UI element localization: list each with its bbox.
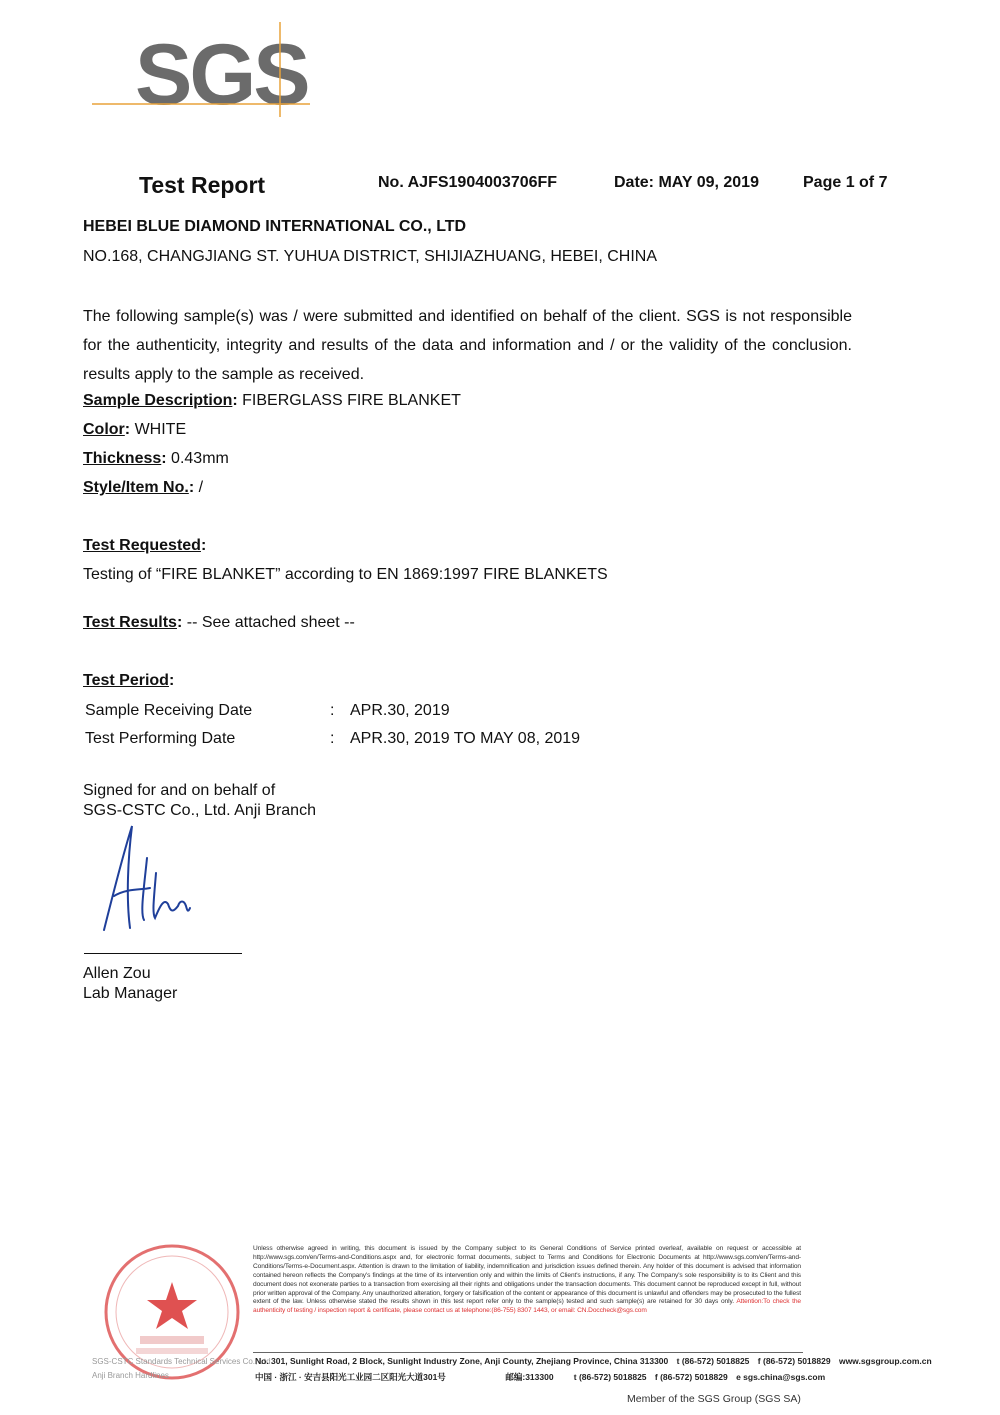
handwritten-signature xyxy=(92,818,202,938)
test-requested-heading: Test Requested: xyxy=(83,537,207,554)
period-row: Test Performing Date : APR.30, 2019 TO MAY 08, 2019 xyxy=(85,730,581,747)
style-item-label: Style/Item No. xyxy=(83,479,189,496)
stamp-underlay-line-1: SGS-CSTC Standards Technical Services Co., Ltd. xyxy=(92,1357,273,1366)
signed-line-1: Signed for and on behalf of xyxy=(83,782,276,799)
test-results-field: Test Results: -- See attached sheet -- xyxy=(83,614,355,631)
test-period-label: Test Period xyxy=(83,672,169,689)
style-item-field: Style/Item No.: / xyxy=(83,479,204,496)
period-row-label: Test Performing Date xyxy=(85,730,236,747)
footer-address-en: No. 301, Sunlight Road, 2 Block, Sunlight Industry Zone, Anji County, Zhejiang Province, China 313300 xyxy=(255,1356,669,1366)
sample-description-value: FIBERGLASS FIRE BLANKET xyxy=(242,392,461,409)
stamp-underlay-line-2: Anji Branch Hardlines xyxy=(92,1371,169,1380)
footer-postcode: 邮编:313300 xyxy=(505,1372,554,1382)
sample-description-label: Sample Description xyxy=(83,392,233,409)
footer-tel: t (86-572) 5018825 xyxy=(676,1356,750,1366)
footer-contact-line-en xyxy=(255,1356,932,1366)
report-title: Test Report xyxy=(139,172,266,198)
period-row: Sample Receiving Date : APR.30, 2019 xyxy=(85,702,450,719)
test-results-value: -- See attached sheet -- xyxy=(186,614,355,631)
test-requested-text: Testing of “FIRE BLANKET” according to EN 1869:1997 FIRE BLANKETS xyxy=(83,566,608,583)
test-requested-label: Test Requested xyxy=(83,537,201,554)
test-period-heading: Test Period: xyxy=(83,672,175,689)
color-value: WHITE xyxy=(134,421,187,438)
period-row-label: Sample Receiving Date xyxy=(85,702,253,719)
legal-disclaimer xyxy=(253,1245,801,1316)
test-results-label: Test Results xyxy=(83,614,177,631)
period-row-value: APR.30, 2019 xyxy=(350,702,450,719)
footer-website[interactable]: www.sgsgroup.com.cn xyxy=(838,1356,932,1366)
report-number: No. AJFS1904003706FF xyxy=(378,174,558,191)
thickness-label: Thickness xyxy=(83,450,162,467)
intro-paragraph: The following sample(s) was / were submitted and identified on behalf of the client. SGS is not responsible for the authenticity, integrity and results of the data and information and / or the validity of the conclusion. results apply to the sample as received. xyxy=(83,308,852,383)
signer-title: Lab Manager xyxy=(83,985,178,1002)
footer-contact-line-cn xyxy=(255,1371,825,1383)
sgs-logo xyxy=(90,22,315,117)
sgs-logo-text: SGS xyxy=(135,27,308,117)
authenticity-notice: Attention:To check the authenticity of testing / inspection report & certificate, please contact us at telephone:(86-755) 8307 1443, or email: CN.Doccheck@sgs.com xyxy=(253,1298,801,1315)
footer-divider xyxy=(253,1352,803,1353)
color-field: Color: WHITE xyxy=(83,421,187,438)
page-indicator: Page 1 of 7 xyxy=(803,174,888,191)
color-label: Color xyxy=(83,421,125,438)
footer-fax: f (86-572) 5018829 xyxy=(757,1356,831,1366)
signer-name: Allen Zou xyxy=(83,965,151,982)
client-company: HEBEI BLUE DIAMOND INTERNATIONAL CO., LTD xyxy=(83,218,467,235)
client-address: NO.168, CHANGJIANG ST. YUHUA DISTRICT, SHIJIAZHUANG, HEBEI, CHINA xyxy=(83,248,658,265)
disclaimer-text: Unless otherwise agreed in writing, this document is issued by the Company subject to its General Conditions of Service printed overleaf, available on request or accessible at http://www.sgs.com/en/Terms-and-Conditions.aspx and, for electronic format documents, subject to Terms and Conditions for Electronic Documents at http://www.sgs.com/en/Terms-and-Conditions/Terms-e-Document.aspx. Attention is drawn to the limitation of liability, indemnification and jurisdiction issues defined therein. Any holder of this document is advised that information contained hereon reflects the Company's findings at the time of its intervention only and within the limits of Client's instructions, if any. The Company's sole responsibility is to its Client and this document does not exonerate parties to a transaction from exercising all their rights and obligations under the transaction documents. This document cannot be reproduced except in full, without prior written approval of the Company. Any unauthorized alteration, forgery or falsification of the content or appearance of this document is unlawful and offenders may be prosecuted to the fullest extent of the law. Unless otherwise stated the results shown in this test report refer only to the sample(s) tested and such sample(s) are retained for 30 days only. xyxy=(253,1245,801,1306)
footer-address-cn: 中国 · 浙江 · 安吉县阳光工业园二区阳光大道301号 xyxy=(255,1372,446,1382)
footer-tel: t (86-572) 5018825 xyxy=(573,1372,647,1382)
footer-fax: f (86-572) 5018829 xyxy=(654,1372,728,1382)
member-of-sgs-group: Member of the SGS Group (SGS SA) xyxy=(627,1393,801,1405)
footer-email[interactable]: e sgs.china@sgs.com xyxy=(736,1372,826,1382)
signature-line xyxy=(84,953,242,954)
period-row-value: APR.30, 2019 TO MAY 08, 2019 xyxy=(350,730,581,747)
thickness-value: 0.43mm xyxy=(171,450,229,467)
sample-description-field: Sample Description: FIBERGLASS FIRE BLANKET xyxy=(83,392,461,409)
style-item-value: / xyxy=(198,479,204,496)
thickness-field: Thickness: 0.43mm xyxy=(83,450,229,467)
signed-line-2: SGS-CSTC Co., Ltd. Anji Branch xyxy=(83,802,316,819)
report-date: Date: MAY 09, 2019 xyxy=(614,174,759,191)
stamp-underlay-text xyxy=(92,1355,273,1383)
